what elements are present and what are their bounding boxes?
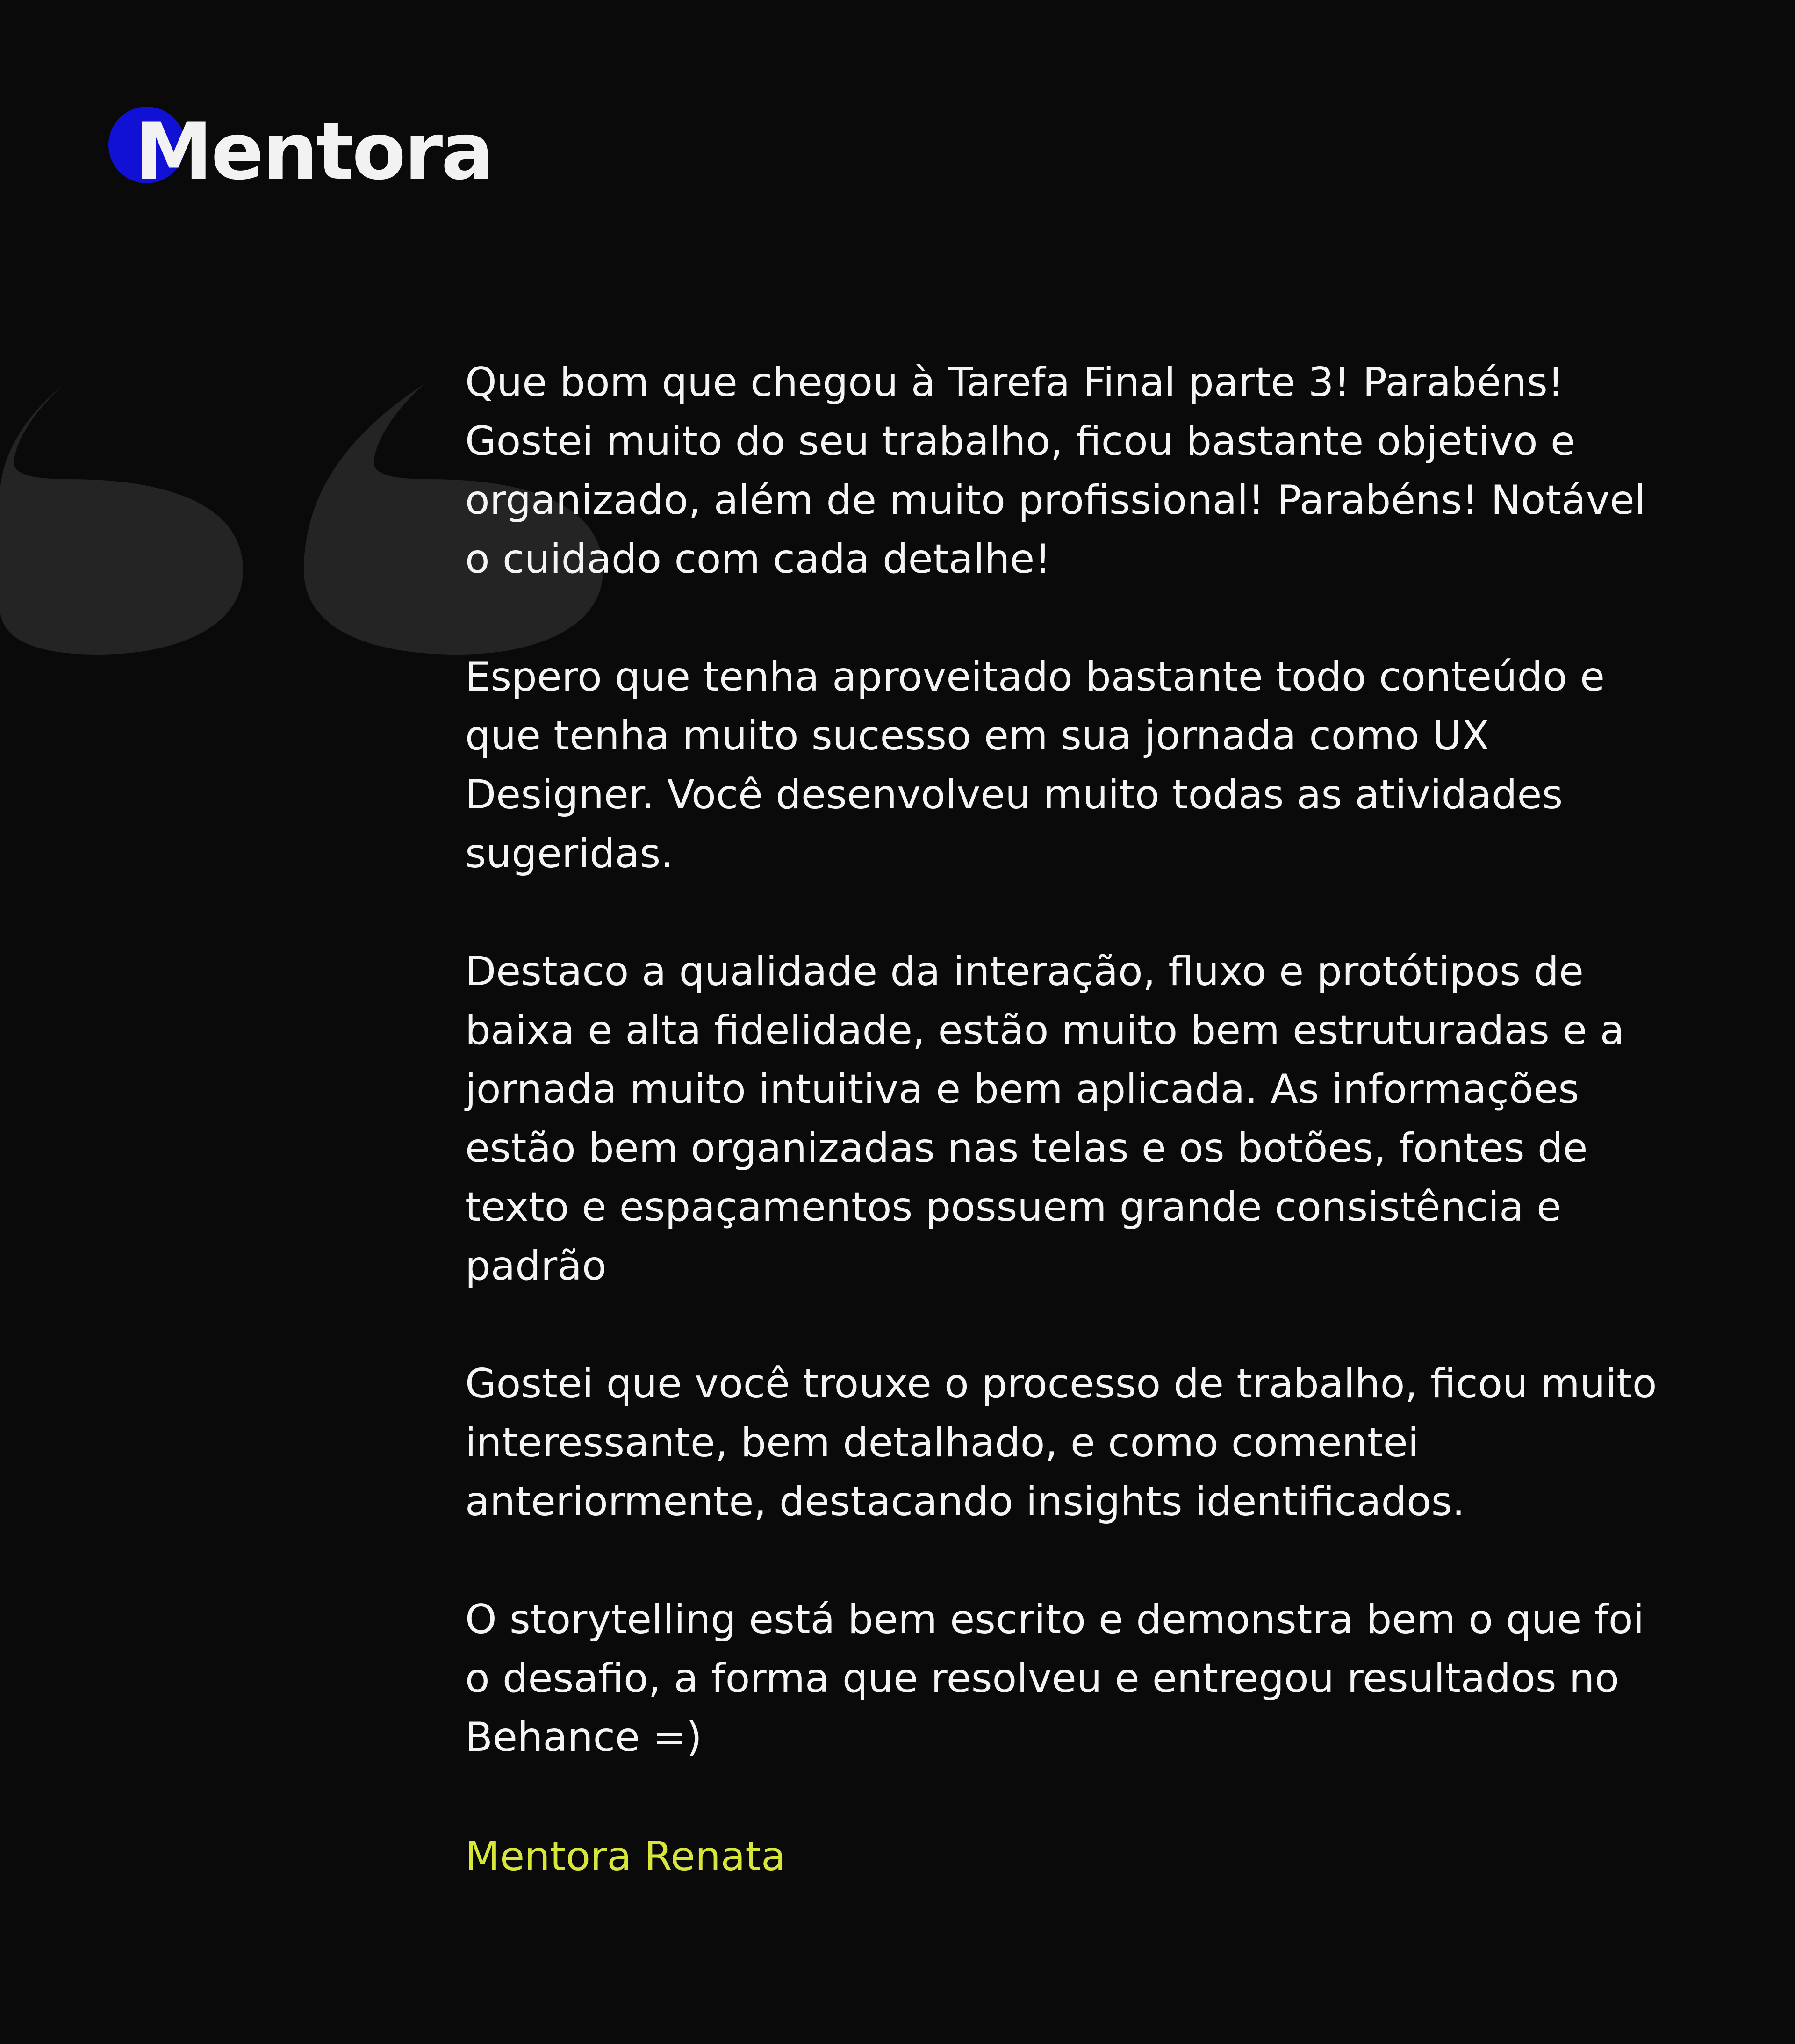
feedback-paragraph: Gostei que você trouxe o processo de trabalho, ficou muito interessante, bem detalhado, e como comentei anteriormente, destacando insights identificados. [465, 1360, 1657, 1525]
brand-logo [108, 105, 529, 198]
mentor-signature: Mentora Renata [465, 1833, 786, 1880]
feedback-paragraph: O storytelling está bem escrito e demonstra bem o que foi o desafio, a forma que resolveu e entregou resultados no Behance =) [465, 1596, 1644, 1761]
mentor-feedback-message [465, 353, 1680, 1826]
feedback-paragraph: Que bom que chegou à Tarefa Final parte 3! Parabéns! Gostei muito do seu trabalho, ficou bastante objetivo e organizado, além de muito profissional! Parabéns! Notável o cuidado com cada detalhe! [465, 359, 1646, 583]
feedback-paragraph: Destaco a qualidade da interação, fluxo e protótipos de baixa e alta fidelidade, estão muito bem estruturadas e a jornada muito intuitiva e bem aplicada. As informações estão bem organizadas nas telas e os botões, fontes de texto e espaçamentos possuem grande consistência e padrão [465, 948, 1625, 1289]
feedback-paragraph: Espero que tenha aproveitado bastante todo conteúdo e que tenha muito sucesso em sua jornada como UX Designer. Você desenvolveu muito todas as atividades sugeridas. [465, 654, 1605, 877]
brand-name: Mentora [135, 106, 492, 197]
